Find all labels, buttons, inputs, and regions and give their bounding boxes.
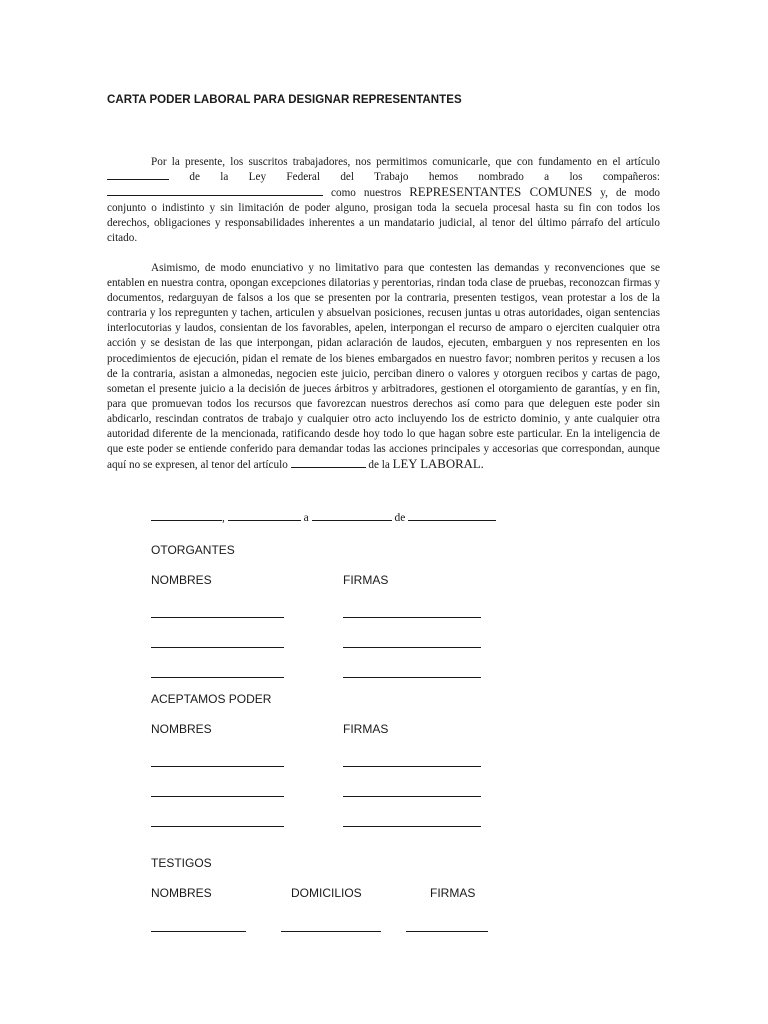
representante-nombre-line-3[interactable]: [151, 826, 284, 827]
otorgante-nombre-line-1[interactable]: [151, 617, 284, 618]
testigos-nombres-header: NOMBRES: [151, 886, 212, 900]
p2-text-b: de la: [368, 459, 390, 472]
section-aceptamos-poder: ACEPTAMOS PODER: [151, 692, 272, 706]
paragraph-powers: [107, 261, 660, 473]
section-testigos: TESTIGOS: [151, 856, 212, 870]
date-line: [151, 512, 496, 524]
otorgante-nombre-line-2[interactable]: [151, 647, 284, 648]
otorgante-nombre-line-3[interactable]: [151, 677, 284, 678]
representante-firma-line-2[interactable]: [343, 796, 481, 797]
testigo-firma-line[interactable]: [406, 931, 488, 932]
otorgantes-firmas-header: FIRMAS: [343, 573, 389, 587]
representante-nombre-line-2[interactable]: [151, 796, 284, 797]
testigos-domicilios-header: DOMICILIOS: [291, 886, 362, 900]
representante-firma-line-3[interactable]: [343, 826, 481, 827]
articulo-ley-blank[interactable]: [291, 458, 366, 468]
companeros-blank[interactable]: [107, 186, 323, 196]
testigo-nombre-line[interactable]: [151, 931, 246, 932]
ley-laboral: LEY LABORAL.: [392, 457, 484, 472]
testigos-firmas-header: FIRMAS: [430, 886, 476, 900]
representante-firma-line-1[interactable]: [343, 766, 481, 767]
day-blank[interactable]: [228, 512, 301, 521]
date-a: a: [303, 512, 309, 524]
otorgante-firma-line-2[interactable]: [343, 647, 481, 648]
date-comma: ,: [222, 512, 225, 524]
representante-nombre-line-1[interactable]: [151, 766, 284, 767]
month-blank[interactable]: [312, 512, 392, 521]
p1-text-a: Por la presente, los suscritos trabajadores, nos permitimos comunicarle, que con fundamento en el artículo: [151, 156, 660, 168]
year-blank[interactable]: [408, 512, 496, 521]
date-de: de: [394, 512, 406, 524]
p1-text-e: y, de modo conjunto o indistinto y sin limitación de poder alguno, prosigan toda la secuela procesal hasta su fin con todos los derechos, obligaciones y responsabilidades inherentes a un mandatario judicial, al tenor del último párrafo del artículo citado.: [107, 187, 661, 245]
paragraph-appointment: [107, 155, 660, 247]
articulo-blank[interactable]: [107, 170, 169, 180]
otorgante-firma-line-3[interactable]: [343, 677, 481, 678]
otorgantes-nombres-header: NOMBRES: [151, 573, 212, 587]
p1-text-b: de la Ley Federal del Trabajo hemos nombrado a los compañeros:: [189, 171, 661, 184]
section-otorgantes: OTORGANTES: [151, 543, 235, 557]
aceptamos-nombres-header: NOMBRES: [151, 722, 212, 736]
document-title: CARTA PODER LABORAL PARA DESIGNAR REPRESENTANTES: [107, 94, 462, 106]
otorgante-firma-line-1[interactable]: [343, 617, 481, 618]
testigo-domicilio-line[interactable]: [281, 931, 381, 932]
place-blank[interactable]: [151, 512, 222, 521]
p1-text-c: como nuestros: [331, 187, 402, 200]
aceptamos-firmas-header: FIRMAS: [343, 722, 389, 736]
representantes-comunes: REPRESENTANTES COMUNES: [409, 185, 593, 200]
p2-text-a: Asimismo, de modo enunciativo y no limitativo para que contesten las demandas y reconvenciones que se entablen en nuestra contra, opongan excepciones dilatorias y perentorias, rindan toda clase de pruebas, reconozcan firmas y documentos, redarguyan de falsos a los que se presenten por la contraria, presenten testigos, vean protestar a los de la contraria y los repregunten y tachen, articulen y absuelvan posiciones, recusen juntas u otras autoridades, oigan sentencias interlocutorias y laudos, consientan de los favorables, apelen, interpongan el recurso de amparo o ejerciten cualquier otra acción y se desistan de las que interpongan, pidan aclaración de laudos, ejecuten, embarguen y nos representen en los procedimientos de ejecución, pidan el remate de los bienes embargados en nuestro favor; nombren peritos y recusen a los de la contraria, asistan a almonedas, negocien este juicio, perciban dinero o valores y otorguen recibos y cartas de pago, sometan el presente juicio a la decisión de jueces árbitros y arbitradores, gestionen el otorgamiento de garantías, y en fin, para que promuevan todos los recursos que favorezcan nuestros derechos así como para que deleguen este poder sin abdicarlo, rescindan contratos de trabajo y cualquier otro acto incluyendo los de estricto dominio, y ante cualquier otra autoridad diferente de la mencionada, ratificando desde hoy todo lo que hagan sobre este particular. En la inteligencia de que este poder se entiende conferido para demandar todas las acciones principales y accesorias que correspondan, aunque aquí no se expresen, al tenor del artículo: [107, 262, 660, 472]
